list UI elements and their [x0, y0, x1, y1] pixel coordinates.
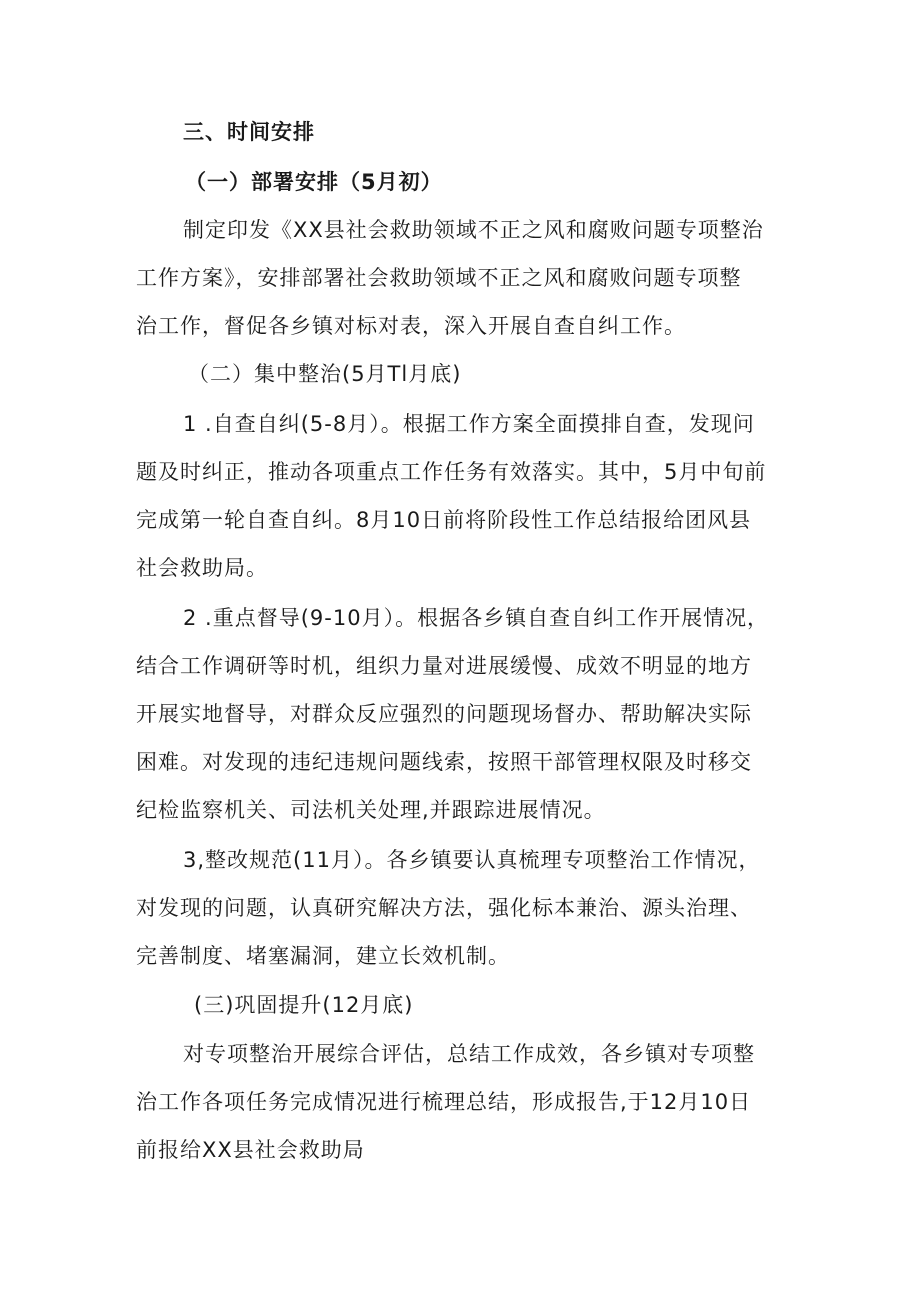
part1-heading: （一）部署安排（5月初）: [185, 170, 443, 194]
paragraph-line: 治工作，督促各乡镇对标对表，深入开展自查自纠工作。: [136, 314, 686, 338]
paragraph-line: 题及时纠正，推动各项重点工作任务有效落实。其中，5月中旬前: [136, 460, 767, 484]
paragraph-line: 结合工作调研等时机，组织力量对进展缓慢、成效不明显的地方: [136, 654, 752, 678]
paragraph-line: 治工作各项任务完成情况进行梳理总结，形成报告,于12月10日: [136, 1090, 752, 1114]
paragraph-line: 完善制度、堵塞漏洞，建立长效机制。: [136, 944, 510, 968]
paragraph-line: 开展实地督导，对群众反应强烈的问题现场督办、帮助解决实际: [136, 702, 752, 726]
part3-heading: (三)巩固提升(12月底): [194, 993, 414, 1017]
paragraph-line: 对发现的问题，认真研究解决方法，强化标本兼治、源头治理、: [136, 896, 752, 920]
paragraph-line: 制定印发《XX县社会救助领域不正之风和腐败问题专项整治: [183, 218, 764, 242]
paragraph-line: 困难。对发现的违纪违规问题线索，按照干部管理权限及时移交: [136, 750, 752, 774]
paragraph-line: 3,整改规范(11月）。各乡镇要认真梳理专项整治工作情况，: [183, 848, 761, 872]
paragraph-line: 1 .自查自纠(5-8月）。根据工作方案全面摸排自查，发现问: [183, 412, 755, 436]
paragraph-line: 社会救助局。: [136, 556, 268, 580]
section-title: 三、时间安排: [183, 120, 315, 144]
paragraph-line: 前报给XX县社会救助局: [136, 1138, 365, 1162]
part2-heading: （二）集中整治(5月Tl月底): [188, 362, 462, 386]
paragraph-line: 完成第一轮自查自纠。8月10日前将阶段性工作总结报给团风县: [136, 508, 752, 532]
paragraph-line: 纪检监察机关、司法机关处理,并跟踪进展情况。: [136, 798, 606, 822]
paragraph-line: 对专项整治开展综合评估，总结工作成效，各乡镇对专项整: [183, 1042, 755, 1066]
paragraph-line: 2 .重点督导(9-10月）。根据各乡镇自查自纠工作开展情况，: [183, 606, 770, 630]
paragraph-line: 工作方案》，安排部署社会救助领域不正之风和腐败问题专项整: [136, 266, 742, 290]
